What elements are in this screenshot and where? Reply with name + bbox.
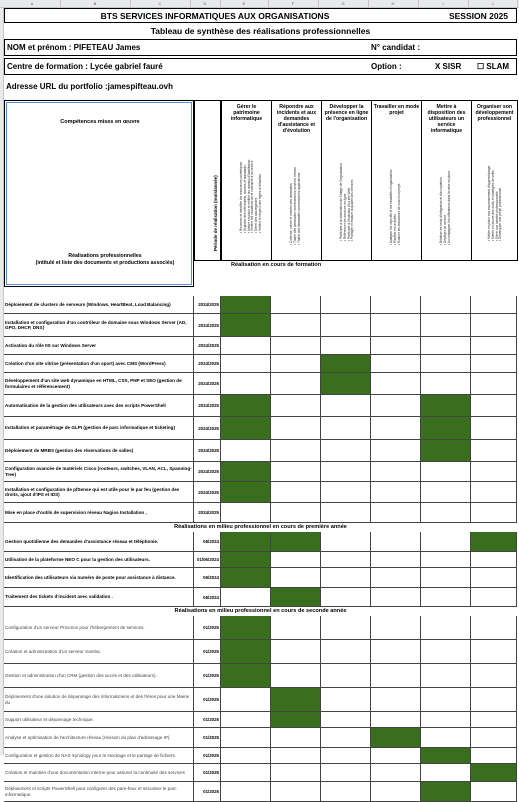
competence-item: • Recenser et identifier les ressources numériques [238,162,243,234]
competence-item: • Analyser les objectifs et les modalités d'organisation [388,169,393,245]
competence-header [371,100,422,261]
competence-item: • Mettre en place son environnement d'apprentissage [486,165,491,241]
competence-mark-empty[interactable] [471,616,517,639]
competence-mark-empty[interactable] [271,552,321,567]
competence-mark-empty[interactable] [471,588,517,606]
competence-mark-filled[interactable] [221,552,271,567]
page-subtitle: Tableau de synthèse des réalisations professionnelles [150,26,371,36]
competence-mark-filled[interactable] [421,417,471,439]
realisation-label[interactable]: Gestion quotidienne des demandes d'assistance réseau et téléphonie. [4,532,194,551]
competence-item: • Gérer des sauvegardes [253,197,258,234]
competence-mark-empty[interactable] [371,568,421,587]
competence-mark-empty[interactable] [371,782,421,801]
competence-item: • Déployer un service [442,214,447,245]
competence-mark-empty[interactable] [371,337,421,354]
table-row[interactable] [4,417,517,440]
competence-mark-filled[interactable] [421,395,471,416]
competence-item: • Mettre en place et vérifier les niveaux d'habilitation [246,159,251,234]
competence-mark-empty[interactable] [371,355,421,372]
realisation-label[interactable]: Déploiement et scripts PowerShell pour configurer des pare-feux et sécuriser le parc informatique. [4,782,194,801]
competence-mark-filled[interactable] [221,462,271,481]
competence-mark-filled[interactable] [371,728,421,747]
competence-title: Mettre à disposition des utilisateurs un service informatique [427,104,466,134]
competence-mark-empty[interactable] [371,588,421,606]
table-row[interactable] [4,314,517,337]
competence-mark-empty[interactable] [321,395,371,416]
competence-mark-empty[interactable] [221,503,271,522]
competence-mark-empty[interactable] [321,764,371,781]
table-row[interactable] [4,712,517,728]
competence-mark-empty[interactable] [421,568,471,587]
competence-header [221,100,272,261]
competence-mark-empty[interactable] [421,296,471,313]
table-row[interactable] [4,462,517,482]
competence-mark-empty[interactable] [471,482,517,502]
table-row[interactable] [4,748,517,764]
competence-mark-empty[interactable] [421,337,471,354]
session-label: SESSION 2025 [448,11,508,21]
candidate-name[interactable]: NOM et prénom : PIFETEAU James [7,43,141,52]
competence-mark-empty[interactable] [271,337,321,354]
competence-mark-empty[interactable] [321,782,371,801]
competence-mark-empty[interactable] [321,440,371,461]
competence-mark-empty[interactable] [271,355,321,372]
table-row[interactable] [4,482,517,503]
table-row[interactable] [4,373,517,395]
competence-mark-empty[interactable] [271,503,321,522]
title-row [4,8,517,23]
realisation-date[interactable]: 2024/2025 [194,314,221,336]
table-row[interactable] [4,588,517,607]
competence-mark-empty[interactable] [221,712,271,727]
competence-title: Gérer le patrimoine informatique [230,104,263,122]
competence-mark-filled[interactable] [221,314,271,336]
competence-items [290,167,301,245]
realisation-label[interactable]: Développement d'un site web dynamique en HTML, CSS, PHP et SEO (gestion de formulaires et référencement) [4,373,194,394]
realisation-label[interactable]: Configuration et gestion de NAS Synology pour le stockage et le partage de fichiers. [4,748,194,763]
cell-selection-outline [6,102,192,285]
realisation-date[interactable]: 01/2025 [194,782,221,801]
competence-mark-empty[interactable] [471,568,517,587]
competence-mark-empty[interactable] [471,355,517,372]
competence-mark-empty[interactable] [271,462,321,481]
competence-mark-empty[interactable] [221,373,271,394]
realisation-date[interactable]: 2024/2025 [194,462,221,481]
competence-mark-filled[interactable] [321,373,371,394]
realisation-label[interactable]: Installation et paramétrage de GLPI (gestion de parc informatique et ticketing) [4,417,194,439]
competence-mark-empty[interactable] [471,664,517,687]
competence-mark-empty[interactable] [421,712,471,727]
competence-mark-empty[interactable] [471,640,517,663]
competence-mark-empty[interactable] [371,296,421,313]
portfolio-row [4,79,517,96]
realisation-date[interactable]: 2024/2025 [194,417,221,439]
competence-mark-empty[interactable] [271,664,321,687]
table-row[interactable] [4,355,517,373]
competence-mark-empty[interactable] [371,417,421,439]
competence-mark-empty[interactable] [321,568,371,587]
competence-header [271,100,322,261]
competence-mark-empty[interactable] [421,664,471,687]
table-row[interactable] [4,728,517,748]
competence-mark-empty[interactable] [321,552,371,567]
competence-mark-empty[interactable] [271,640,321,663]
realisation-label[interactable]: Création et maintien d'une documentation interne pour assurer la continuité des services [4,764,194,781]
competence-mark-empty[interactable] [271,616,321,639]
competence-mark-empty[interactable] [371,373,421,394]
table-row[interactable] [4,395,517,417]
table-row[interactable] [4,782,517,802]
competence-mark-empty[interactable] [471,373,517,394]
competence-item: • Collecter, suivre et orienter des demandes [288,182,293,245]
section-title: Réalisations en milieu professionnel en cours de première année [174,524,347,530]
column-header[interactable]: D [190,0,221,7]
realisation-label[interactable]: Configuration d'un serveur Proxmox pour l'hébergement de services. [4,616,194,639]
competence-mark-filled[interactable] [271,688,321,711]
competence-item: • Participer à l'évolution d'un site Web [346,187,351,241]
period-label: Période de réalisation (mois/année) [213,175,218,251]
option-slam-checkbox[interactable]: ☐ SLAM [477,62,510,71]
realisations-label: Réalisations professionnelles (intitulé et liste des documents et productions associés) [35,253,175,266]
competence-mark-empty[interactable] [321,616,371,639]
competence-mark-filled[interactable] [221,640,271,663]
competences-label: Compétences mises en œuvre [60,119,140,125]
competence-title: Organiser son développement professionnel [475,104,514,122]
competence-mark-empty[interactable] [371,640,421,663]
realisation-date[interactable]: 01/2025 [194,728,221,747]
column-header[interactable]: B [60,0,131,7]
realisation-date[interactable]: 01/2025 [194,664,221,687]
competence-mark-empty[interactable] [271,568,321,587]
page-title: BTS SERVICES INFORMATIQUES AUX ORGANISATIONS [100,11,330,21]
competence-mark-empty[interactable] [471,748,517,763]
competence-title: Développer la présence en ligne de l'organisation [324,104,369,122]
competence-mark-empty[interactable] [221,588,271,606]
competence-mark-empty[interactable] [321,296,371,313]
competence-mark-filled[interactable] [221,532,271,551]
competence-item: • Planifier les activités [392,213,397,245]
column-header[interactable]: E [220,0,269,7]
competence-mark-empty[interactable] [271,440,321,461]
competence-title: Travailler en mode projet [373,104,420,116]
competence-mark-empty[interactable] [321,640,371,663]
competence-item: • Développer son projet professionnel [497,187,502,241]
competence-mark-empty[interactable] [271,748,321,763]
realisation-date[interactable]: 2024/2025 [194,440,221,461]
competence-mark-empty[interactable] [471,462,517,481]
table-row[interactable] [4,568,517,588]
name-row [4,39,517,56]
competence-mark-empty[interactable] [471,314,517,336]
competence-mark-empty[interactable] [221,782,271,801]
column-header[interactable]: C [130,0,191,7]
competence-mark-empty[interactable] [371,552,421,567]
table-row[interactable] [4,616,517,640]
competence-mark-empty[interactable] [321,588,371,606]
competence-mark-empty[interactable] [271,764,321,781]
competence-mark-empty[interactable] [271,395,321,416]
competence-mark-empty[interactable] [271,373,321,394]
competence-item: • Mettre en œuvre des outils et stratégies de veille [490,170,495,241]
competence-mark-empty[interactable] [271,296,321,313]
competence-mark-empty[interactable] [271,314,321,336]
realisation-label[interactable]: Identification des utilisateurs via numéro de poste pour assistance à distance. [4,568,194,587]
realisation-date[interactable]: 2024/2025 [194,296,221,313]
competence-item: • Accompagner les utilisateurs dans la mise en place [446,170,451,245]
realisation-label[interactable]: Déploiement de clusters de serveurs (Windows, HeartBeat, Load Balancing) [4,296,194,313]
competence-mark-filled[interactable] [421,440,471,461]
competence-mark-empty[interactable] [371,440,421,461]
section-title: Réalisation en cours de formation [231,262,322,268]
competence-mark-empty[interactable] [421,728,471,747]
competence-mark-filled[interactable] [471,532,517,551]
competence-mark-empty[interactable] [321,462,371,481]
competence-mark-empty[interactable] [421,355,471,372]
competence-mark-empty[interactable] [371,532,421,551]
competence-header [421,100,472,261]
competence-mark-empty[interactable] [371,616,421,639]
option-sisr-checkbox[interactable]: X SISR [435,62,462,71]
realisation-label[interactable]: Installation et configuration de pfSense qui est utile pour le par feu (gestion des droits, ajout d'IPS et IDS) [4,482,194,502]
period-header-cell [194,100,221,261]
competence-mark-empty[interactable] [321,503,371,522]
competence-mark-empty[interactable] [221,688,271,711]
competence-mark-empty[interactable] [421,373,471,394]
realisation-date[interactable]: 01/2025 [194,748,221,763]
training-center[interactable]: Centre de formation : Lycée gabriel fauré [7,62,163,71]
competence-mark-filled[interactable] [421,748,471,763]
realisation-label[interactable]: Gestion et administration d'un CRM (gestion des accès et des utilisateurs). [4,664,194,687]
competence-mark-empty[interactable] [471,552,517,567]
competence-mark-empty[interactable] [221,748,271,763]
competence-mark-filled[interactable] [221,616,271,639]
competence-mark-empty[interactable] [321,417,371,439]
column-header[interactable]: H [368,0,419,7]
table-row[interactable] [4,664,517,688]
realisation-label[interactable]: Déploiement de MRBS (gestion des réservations de salles) [4,440,194,461]
competence-mark-empty[interactable] [421,616,471,639]
competence-mark-empty[interactable] [421,688,471,711]
competence-header [471,100,518,261]
competence-item: • Gérer son identité professionnelle [494,191,499,241]
competence-mark-empty[interactable] [321,748,371,763]
competence-mark-filled[interactable] [421,782,471,801]
competence-mark-empty[interactable] [221,355,271,372]
column-header[interactable]: G [318,0,369,7]
candidate-number[interactable]: N° candidat : [371,43,420,52]
realisation-date[interactable]: 2024/2025 [194,503,221,522]
competence-mark-empty[interactable] [421,314,471,336]
competence-item: • Traiter des demandes concernant les applications [296,172,301,245]
realisation-date[interactable]: 2024/2025 [194,337,221,354]
competence-mark-empty[interactable] [321,482,371,502]
competence-title: Répondre aux incidents et aux demandes d'assistance et d'évolution [276,104,317,134]
competence-mark-empty[interactable] [471,440,517,461]
competence-mark-empty[interactable] [271,782,321,801]
competence-mark-empty[interactable] [371,688,421,711]
column-ruler [0,0,519,8]
table-row[interactable] [4,640,517,664]
competence-mark-filled[interactable] [221,568,271,587]
realisation-label[interactable]: Analyse et optimisation de l'architecture réseau (révision du plan d'adressage IP). [4,728,194,747]
competence-mark-filled[interactable] [471,764,517,781]
realisation-date[interactable]: 01/2025 [194,688,221,711]
realisation-date[interactable]: 2024/2025 [194,373,221,394]
realisation-date[interactable]: 01/2025 [194,764,221,781]
competence-mark-empty[interactable] [471,503,517,522]
competence-mark-filled[interactable] [221,664,271,687]
column-header[interactable]: A [4,0,61,7]
competence-mark-filled[interactable] [221,482,271,502]
competence-mark-empty[interactable] [371,712,421,727]
competence-mark-empty[interactable] [221,337,271,354]
realisation-date[interactable]: 06/2024 [194,588,221,606]
realisation-date[interactable]: 06/2024 [194,532,221,551]
realisation-date[interactable]: 01/2025 [194,712,221,727]
competence-mark-empty[interactable] [321,728,371,747]
realisation-label[interactable]: Mise en place d'outils de supervision réseau Nagios Installation , [4,503,194,522]
competence-mark-empty[interactable] [371,664,421,687]
competence-item: • Réaliser les tests d'intégration et d'acceptation [438,177,443,245]
realisation-label[interactable]: Création et administration d'un serveur Samba. [4,640,194,663]
option-label: Option : [371,62,402,71]
realisation-label[interactable]: Support utilisateur et dépannage technique. [4,712,194,727]
realisation-date[interactable]: 2024/2025 [194,482,221,502]
competence-mark-empty[interactable] [471,417,517,439]
competence-mark-empty[interactable] [371,482,421,502]
competence-mark-empty[interactable] [371,764,421,781]
competence-item: • Évaluer les indicateurs de suivi d'un projet [396,183,401,245]
competence-mark-filled[interactable] [221,417,271,439]
competence-item: • Vérifier les conditions de la continuité d'un service [249,160,254,234]
realisation-label[interactable]: Activation du rôle IIS sur Windows Server [4,337,194,354]
competence-mark-empty[interactable] [321,337,371,354]
center-row [4,58,517,75]
competence-mark-empty[interactable] [271,728,321,747]
competence-mark-empty[interactable] [471,688,517,711]
realisation-label[interactable]: Automatisation de la gestion des utilisateurs avec des scripts PowerShell [4,395,194,416]
competence-mark-empty[interactable] [471,296,517,313]
realisation-date[interactable]: 06/2024 [194,568,221,587]
competence-item: • Référencer les services en ligne [342,193,347,241]
competence-items [390,169,401,244]
column-header[interactable]: I [418,0,469,7]
competence-mark-empty[interactable] [471,337,517,354]
competence-mark-filled[interactable] [221,395,271,416]
competence-items [440,170,451,244]
competence-mark-empty[interactable] [221,440,271,461]
realisation-label[interactable]: Traitement des tickets d'incident avec validation . [4,588,194,606]
competence-item: • Exploiter des référentiels, normes et standards [242,165,247,234]
competence-mark-empty[interactable] [421,503,471,522]
competence-mark-empty[interactable] [421,640,471,663]
competence-mark-empty[interactable] [321,532,371,551]
section-title: Réalisations en milieu professionnel en cours de seconde année [174,608,347,614]
competence-mark-empty[interactable] [371,503,421,522]
realisation-date[interactable]: 01/06/2024 [194,552,221,567]
competence-mark-empty[interactable] [221,764,271,781]
competence-mark-empty[interactable] [421,588,471,606]
realisation-date[interactable]: 2024/2025 [194,355,221,372]
competence-mark-empty[interactable] [221,728,271,747]
competence-mark-filled[interactable] [271,588,321,606]
column-header[interactable]: F [268,0,319,7]
table-row[interactable] [4,552,517,568]
realisation-label[interactable]: Utilisation de la plateforme NEO C pour la gestion des utilisateurs. [4,552,194,567]
competence-mark-empty[interactable] [471,782,517,801]
competence-mark-empty[interactable] [321,664,371,687]
competence-mark-empty[interactable] [421,764,471,781]
competence-items [340,163,355,241]
table-row[interactable] [4,337,517,355]
competence-item: • Partager et évaluer la qualité des services [349,179,354,241]
table-row[interactable] [4,764,517,782]
competence-mark-empty[interactable] [471,712,517,727]
competence-mark-empty[interactable] [371,314,421,336]
column-header[interactable]: J [468,0,518,7]
table-row[interactable] [4,503,517,523]
competence-mark-filled[interactable] [221,296,271,313]
competence-mark-empty[interactable] [421,462,471,481]
competence-item: • Traiter des demandes concernant les services réseau [292,166,297,245]
table-row[interactable] [4,532,517,552]
competence-mark-empty[interactable] [421,552,471,567]
realisation-label[interactable]: Installation et configuration d'un contrôleur de domaine sous Windows Server (AD, GPO, DHCP, DNS) [4,314,194,336]
table-row[interactable] [4,440,517,462]
competence-mark-empty[interactable] [471,728,517,747]
competence-mark-empty[interactable] [321,314,371,336]
competence-item: • Participer à la valorisation de l'image de l'organisation [338,163,343,241]
competence-mark-empty[interactable] [271,482,321,502]
competence-mark-empty[interactable] [421,532,471,551]
competence-mark-empty[interactable] [371,462,421,481]
competence-mark-empty[interactable] [371,748,421,763]
competence-mark-empty[interactable] [421,482,471,502]
table-row[interactable] [4,296,517,314]
realisation-label[interactable]: Déploiement d'une solution de dépannage des informaticiens et des frères pour une Mairie du [4,688,194,711]
competence-mark-filled[interactable] [321,355,371,372]
realisation-date[interactable]: 01/2025 [194,616,221,639]
realisation-date[interactable]: 01/2025 [194,640,221,663]
competence-item: • Vérifier le respect des règles d'utilisation [257,174,262,234]
competence-mark-filled[interactable] [271,712,321,727]
competence-items [240,160,263,233]
competence-mark-filled[interactable] [271,532,321,551]
competence-mark-empty[interactable] [321,712,371,727]
realisation-label[interactable]: Création d'un site vitrine (présentation d'un sport) avec CMS (WordPress) [4,355,194,372]
competence-header [321,100,372,261]
table-row[interactable] [4,688,517,712]
portfolio-url[interactable]: Adresse URL du portfolio :jamespifteau.ovh [6,82,173,91]
competence-mark-empty[interactable] [471,395,517,416]
realisation-date[interactable]: 2024/2025 [194,395,221,416]
competences-header-cell[interactable] [4,100,194,287]
competence-mark-empty[interactable] [271,417,321,439]
competence-mark-empty[interactable] [371,395,421,416]
competence-mark-empty[interactable] [321,688,371,711]
competence-items [488,166,503,241]
realisation-label[interactable]: Configuration avancée de matériels Cisco (routeurs, switches, VLAN, ACL, Spanning-Tree) [4,462,194,481]
